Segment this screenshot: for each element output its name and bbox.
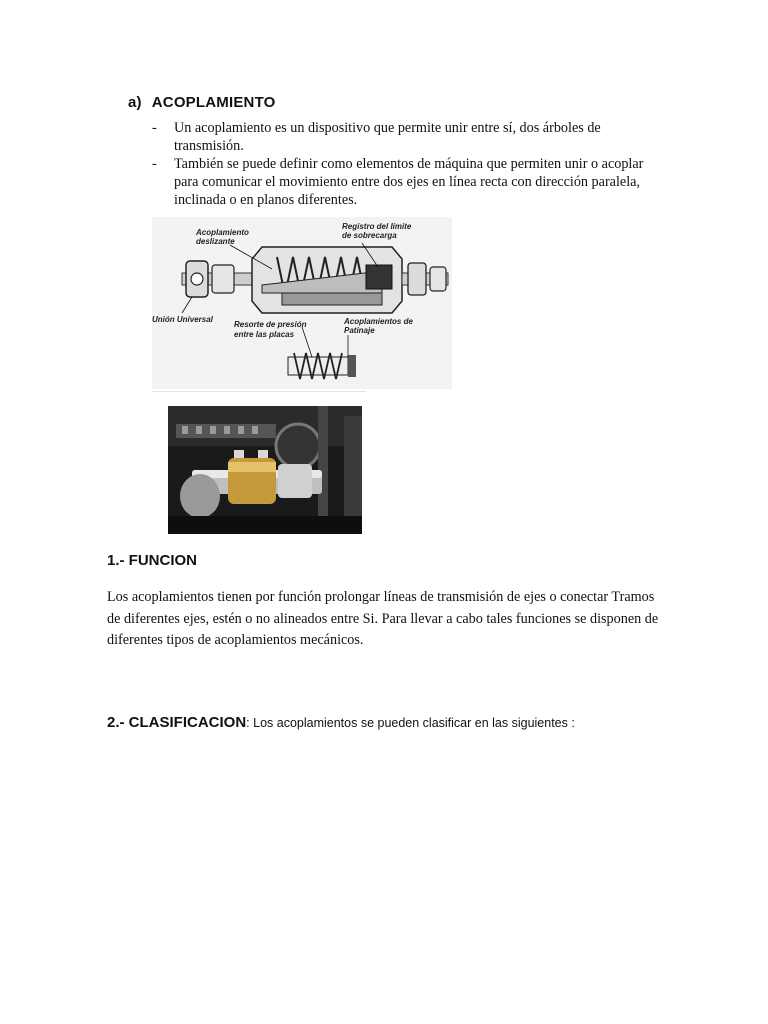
figure-divider <box>152 391 366 392</box>
limit-register-block <box>366 265 392 289</box>
label-acoplamiento: Acoplamiento <box>196 228 249 237</box>
label-placas: entre las placas <box>234 330 295 339</box>
set-screw <box>234 450 244 458</box>
label-sobrecarga: de sobrecarga <box>342 231 397 240</box>
coupling-sleeve <box>278 464 312 498</box>
set-screw <box>258 450 268 458</box>
definition-list <box>152 119 652 209</box>
section-2-heading <box>107 714 575 731</box>
section-a-letter: a) <box>128 94 142 111</box>
left-flange <box>180 474 220 518</box>
brass-highlight <box>228 462 276 472</box>
universal-joint-right <box>408 263 426 295</box>
friction-disc <box>282 293 382 305</box>
list-item <box>152 119 652 155</box>
section-2-text: : Los acoplamientos se pueden clasificar en las siguientes : <box>246 716 575 730</box>
joint-pin <box>191 273 203 285</box>
section-a-heading <box>128 94 276 111</box>
section-2-title: 2.- CLASIFICACION <box>107 714 247 731</box>
section-a-title: ACOPLAMIENTO <box>151 94 276 111</box>
coupling-photo <box>168 406 362 534</box>
yoke-left <box>212 265 234 293</box>
yoke-right <box>430 267 446 291</box>
function-paragraph: Los acoplamientos tienen por función prolongar líneas de transmisión de ejes o conectar Tramos de diferentes ejes, estén o no alineados entre Si. Para llevar a cabo tales funciones se disponen de diferentes tipos de acoplamientos mecánicos. <box>107 589 659 648</box>
label-acoplamientos-de: Acoplamientos de <box>344 317 413 326</box>
pulley <box>276 424 320 468</box>
coupling-diagram <box>152 217 452 389</box>
label-deslizante: deslizante <box>196 237 235 246</box>
bullet-dash: - <box>152 156 157 172</box>
spring-end-cap <box>348 355 356 377</box>
belt <box>318 406 328 534</box>
bullet-dash: - <box>152 120 157 136</box>
machine-base <box>168 516 362 534</box>
list-item <box>152 155 652 209</box>
bullet-text: También se puede definir como elementos de máquina que permiten unir o acoplar para comunicar el movimiento entre dos ejes en línea recta con dirección paralela, inclinada o en planos diferentes. <box>174 156 644 208</box>
bullet-text: Un acoplamiento es un dispositivo que permite unir entre sí, dos árboles de transmisión. <box>174 120 601 154</box>
label-union-universal: Unión Universal <box>152 315 213 324</box>
label-patinaje: Patinaje <box>344 326 375 335</box>
label-registro: Registro del límite <box>342 222 412 231</box>
label-resorte: Resorte de presión <box>234 320 307 329</box>
section-1-title: 1.- FUNCION <box>107 552 197 569</box>
